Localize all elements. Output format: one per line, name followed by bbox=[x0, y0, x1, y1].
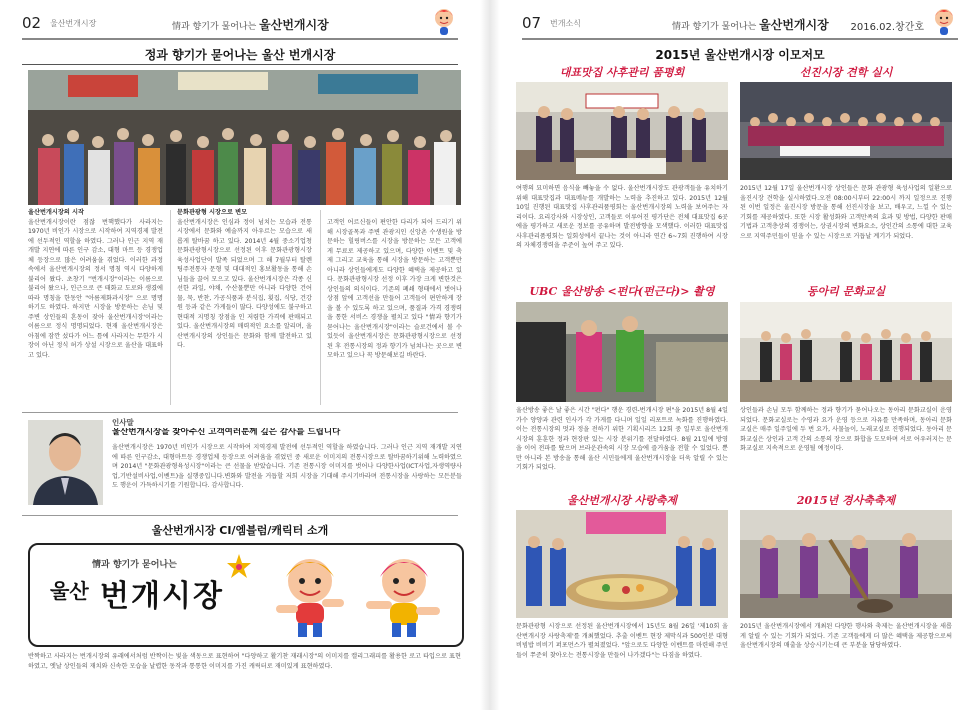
mascot-left-icon bbox=[270, 551, 350, 639]
greeting-label: 인사말 bbox=[112, 418, 134, 427]
page-title: 2015년 울산번개시장 이모저모 bbox=[655, 48, 825, 62]
text-benchmark: 2015년 12월 17일 울산번개시장 상인들은 문화 관광형 육성사업의 일환으로 울진시장 견학을 실시하였다.오전 08:00시부터 22:00시 까지 일정으로 진행된 이번 일정은 울진시장 방문을 통해 선진시장을 보고, 배우고, 느낄 수 있는 기회를 제공하였다. 또한 시장 활성화와 고객만족의 효과 및 방법, 다양한 판매 기법과 고객층상의 경쟁이는, 상권시장의 변화요소, 상인간의 소통에 대한 교육으로 지역주민들이 믿을 수 있는 시장으로 거듭날 계기가 되었다. bbox=[740, 185, 952, 240]
ci-description: 반짝하고 사라지는 번개시장의 유래에서처럼 반짝이는 빛을 색동으로 표현하여 "다양하고 활기찬 재래시장"의 이미지를 캘리그래피를 활용한 로고 타입으로 표현하였고, 엣날 상인들의 재치와 신속한 모습을 날렵한 동작과 통통한 이미지를 가진 캐릭터로 재미있게 표현하였다. bbox=[28, 653, 461, 670]
header-logo-name: 울산번개시장 bbox=[759, 18, 829, 32]
page-number: 07 bbox=[522, 14, 542, 32]
header-logo-prefix: 情과 향기가 물어나는 bbox=[672, 22, 757, 32]
right-page bbox=[500, 0, 980, 710]
col3-text bbox=[327, 218, 462, 408]
header-logo bbox=[672, 16, 829, 33]
photo-benchmark bbox=[740, 82, 952, 180]
ci-logo-small: 情과 향기가 묻어나는 bbox=[92, 560, 177, 570]
photo-ubc bbox=[516, 302, 728, 402]
left-header bbox=[22, 8, 458, 40]
col2-body: 울산번개시장은 인심과 정이 넘치는 모습과 전통시장에서 문화와 예술까지 아우르는 모습으로 새롭게 탈바꿈 하고 있다. 2014년 4월 중소기업청 문화관광형시장으로 선정된 이후 문화관광형시장 육성사업단이 발족 되었으며 그 해 7월부터 탈렌팅주전통자 문형 및 대대적인 홍보활동을 통해 손님들을 끌어 모으고 있다. 울산번개시장은 각종 신선한 과일, 야채, 수산물뿐만 아니라 다양한 건어물, 묵, 반찬, 가공식품과 분식집, 횟집, 식당, 건강원 등과 같은 가게들이 많다. 다양성에도 불구하고 현대적 지명칭 장점을 인 저렴한 가격에 판매되고 있다. 울산번개시장의 매력적인 요소를 알리며, 울산번개시장의 상인들은 문화와 함께 발전하고 있다. bbox=[177, 218, 312, 349]
header-logo bbox=[172, 16, 329, 33]
col1-heading: 울산번개시장의 시작 bbox=[28, 209, 84, 216]
mascot-icon bbox=[432, 6, 456, 36]
text-tasting: 여행의 묘미하면 음식을 빼놓을 수 없다. 울산번개시장도 관광객들을 유치하기 위해 대표맛집과 대표메뉴를 개발하는 노력을 추진하고 있다. 2015년 12월 10일 진행된 대표맛집 사후관리품평회는 울산번개시장의 노력을 보여주는 자리이다. 요리강사와 시장상인, 고객들로 이루어진 평가단은 전체 대표맛집 6곳에을 평가하고 새로운 정보를 공유하며 발전방향을 모색했다. 이러한 대표맛집 사후관리품평회는 일회성에서 끝나는 것이 아니라 연간 6~7회 진행하여 시장의 자체경쟁력을 주준이 높여 주고 있다. bbox=[516, 185, 728, 249]
section-label: 울산번개시장 bbox=[50, 19, 97, 28]
photo-tasting bbox=[516, 82, 728, 180]
col1-body: 울산번개시장이란 점잖 번핵했다가 사라지는 1970년 비인가 시장으로 시작하여 지역경제 발전에 선두적인 역할을 하였다. 그러나 인근 지역 재개발 지연에 따른 인구 감소, 대형 마트 등 경쟁업체 등장으로 많은 어려움을 겪었다. 이러한 과정 속에서 울산번개시장의 정서 명칭 역시 다양하게 불리어 왔다. 초창기 "번개시장"이라는 이름으로 불리어 왔으나, 인근으로 큰 태화교 도로와 생겼에 따라 명칭을 한동안 "아름제화과시장" 으로 명명하기도 하였다. 하지만 시장을 방문하는 손님 및 주변 상인들의 혼동이 잦아 울산번개시장'이라는 이름으로 정식 명명되었다. 현재 울산번개시장은 아침에 잠깐 섰다가 어느 틈에 사라지는 무한가 시장이 아닌 정식 허가 상설 시장으로 울산을 대표하고 있다. bbox=[28, 218, 163, 359]
book-gutter bbox=[480, 0, 500, 710]
col1-text bbox=[28, 208, 163, 408]
header-logo-name: 울산번개시장 bbox=[259, 18, 329, 32]
caption-club: 동아리 문화교실 bbox=[806, 285, 886, 298]
col2-text bbox=[177, 208, 312, 408]
caption-festival: 울산번개시장 사랑축제 bbox=[566, 494, 678, 507]
ci-logo-name: 번개시장 bbox=[100, 579, 224, 614]
col2-heading: 문화관광형 시장으로 변모 bbox=[177, 209, 248, 216]
column-divider bbox=[320, 210, 321, 405]
left-page bbox=[0, 0, 480, 710]
column-divider bbox=[170, 210, 171, 405]
caption-tasting: 대표맛집 사후관리 품평회 bbox=[559, 66, 685, 79]
caption-benchmark: 선진시장 견학 실시 bbox=[799, 66, 893, 79]
caption-events: 2015년 경사축축제 bbox=[796, 494, 896, 507]
market-photo bbox=[28, 70, 461, 205]
issue-date: 2016.02.창간호 bbox=[850, 22, 924, 33]
director-portrait bbox=[28, 420, 103, 505]
greeting-body: 울산번개시장은 1970년 비인가 시장으로 시작하여 지역경제 발전에 선두적인 역할을 하였습니다. 그러나 인근 지역 재개발 지연에 따른 인구감소, 대형마트등 경쟁업체 등장으로 어려움을 겪었던 중 새로운 이미지의 전통시장으로 탈바꿈하기위해 노력하였으며 2014년 "문화관광형육성시장"이라는 큰 선물을 받았습니다. 기존 전통시장 이미지를 벗어나 다양한사업(ICT사업,자생역량사업,기반설비사업,이벤트)을 실행중입니다.변화와 발전을 거듭할 저희 시장을 기대해 주시기바라며 전통시장을 사랑하는 모든분들도 행운이 가득하시기를 기원합니다. 감사합니다. bbox=[112, 444, 462, 489]
page-number: 02 bbox=[22, 14, 42, 32]
text-ubc: 울산방송 좋은 날 좋은 시간 "펀다" 행운 경련-번개시장 편"을 2015년 8월 4일 가수 양양과 관련 인사가 각 가게를 다니며 일일 리포트로 녹화를 진행하였다. 이는 전통시장의 멋과 정을 전하기 위한 기획시리즈 12회 중 일부로 울산번개시장의 훈훈한 정과 현장판 있는 시장 분위기를 전달하였다. 8월 21일에 방영을 이어 전파를 탔으며 브라운관속의 시장 모습에 즐거움을 전할 수 있었다. 뿐만 아니라 본 방송을 통해 울산 시민들에게 울산번개시장을 더욱 알릴 수 있는 기회가 되었다. bbox=[516, 407, 728, 471]
ci-logo-region: 울산 bbox=[50, 579, 89, 603]
mascot-icon bbox=[932, 6, 956, 36]
right-header bbox=[522, 8, 958, 40]
divider bbox=[22, 64, 458, 65]
ci-emblem-box bbox=[28, 543, 464, 647]
greeting-heading: 울산번개시장을 찾아주신 고객여러분께 깊은 감사를 드립니다 bbox=[112, 428, 341, 437]
text-club: 상인들과 손님 모두 함께하는 정과 향기가 묻어나오는 동아리 문화교실이 운영되었다. 문화교실로는 수영과 요가 운영 등으로 자유를 만족하며, 동아리 문화교실은 매주 일주일에 두 번 요가, 사물놀이, 노래교실로 진행되었다. 동아리 문화교실은 상인과 고객 간의 소통의 장으로 화합을 도모하며 서로 어우러지는 문화교실로 지속적으로 운영될 예정이다. bbox=[740, 407, 952, 452]
photo-events bbox=[740, 510, 952, 618]
mascot-right-icon bbox=[360, 551, 445, 639]
text-festival: 문화관광형 시장으로 선정된 울산번개시장에서 15년도 8월 26일 '제10회 울산번개시장 사랑축제'를 개최했었다. 추출 이벤트 현장 제막식과 500인분 대형비빔밥 비비기 퍼포먼스가 펼쳐졌었다. "앞으로도 다양한 이벤트를 마련해 주민들이 쭈준히 찾아오는 전통시장을 만들어 나가겠다"는 다짐을 하였다. bbox=[516, 623, 728, 659]
star-emblem-icon bbox=[226, 553, 252, 579]
section-label: 번개소식 bbox=[550, 19, 581, 28]
divider bbox=[22, 515, 458, 516]
col3-body: 고객인 어르신들이 편안한 다리가 되어 드리기 위해 시장골목과 주변 관광지인 신앙촌 수생원을 방문하는 힐링버스를 시장을 방문하는 모든 고객에게 무료로 제공하고 있으며, 다양한 이벤트 및 축제 그리고 교육을 통해 시장을 방문하는 고객뿐만 아니라 상인들에게도 다양한 혜택을 제공하고 있다. 문화관광형시장 선정 이후 가장 크게 변한것은 상인들의 의식이다. 기존의 폐쇄 형태에서 벗어나 상점 앞에 고객선을 만들어 고객들이 편안하게 장을 볼 수 있도록 하고 있으며, 품질과 가격 경쟁력을 통한 서비스 경쟁을 펼치고 있다 "情과 향기가 묻어나는 울산번개시장"이라는 슬로건에서 볼 수 있듯이 울산번개시장은 문화관광형시장으로 선정된 후 전통시장의 정과 향기가 넘쳐나는 곳으로 변모하고 있으나 꼭 방문해보길 바란다. bbox=[327, 219, 462, 359]
photo-club bbox=[740, 302, 952, 402]
caption-ubc: UBC 울산방송 <펀다(펀근다)> 촬영 bbox=[529, 285, 715, 298]
ci-section-title: 울산번개시장 CI/엠블럼/캐릭터 소개 bbox=[151, 524, 329, 537]
divider bbox=[22, 412, 458, 413]
photo-festival bbox=[516, 510, 728, 618]
page-title: 정과 향기가 묻어나는 울산 번개시장 bbox=[144, 48, 336, 62]
text-events: 2015년 울산번개시장에서 개최된 다양한 행사와 축제는 울산번개시장을 새롭게 알릴 수 있는 기회가 되었다. 기존 고객들에게 더 많은 혜택을 제공함으로써 울산번개시장의 매출을 상승시키는데 큰 부분을 담당하였다. bbox=[740, 623, 952, 649]
header-logo-prefix: 情과 향기가 물어나는 bbox=[172, 22, 257, 32]
